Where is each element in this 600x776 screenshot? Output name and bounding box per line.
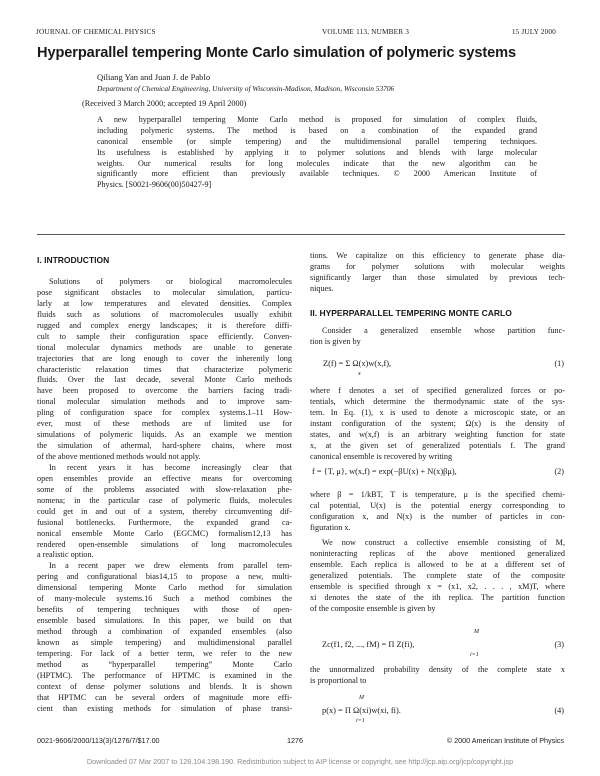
text-line: ensemble based simulations. In this paper, we build on that [37,616,292,626]
text-line: where f denotes a set of specified generalized forces or po- [310,386,565,395]
abstract-line: Physics. [S0021-9606(00)50427-9] [97,180,212,190]
section2-p4 [310,538,565,615]
section2-p1 [310,326,565,348]
equation-4-subscript: i=1 [356,718,365,724]
text-line: In a recent paper we drew elements from parallel tem- [49,561,292,571]
equation-4-top: M [359,695,364,701]
equation-3-subscript: i=1 [470,652,479,658]
text-line: larly at low temperatures and elevated densities. Complex [37,298,292,308]
text-line: ever, most of these methods are of limited use for [37,419,292,429]
text-line: ensemble. Each replica is allowed to be at a different set of [310,559,565,569]
equation-3-number: (3) [554,640,564,649]
received-dates: (Received 3 March 2000; accepted 19 April 2000) [82,99,247,108]
authors: Qiliang Yan and Juan J. de Pablo [97,72,211,82]
text-line: niques. [310,283,334,293]
text-line: a realistic option. [37,550,94,560]
abstract [97,115,537,191]
text-line: is proportional to [310,675,367,685]
equation-1: Z(f) = Σ Ω(x)w(x,f), [323,359,392,368]
text-line: In recent years it has become increasingly clear that [49,462,292,472]
text-line: tem. In Eq. (1), x is used to denote a microscopic state, or an [310,407,565,417]
abstract-line: Its usefulness is established by applying it to polymer solutions and blends with large molecular [97,147,537,157]
equation-4-number: (4) [554,706,564,715]
text-line: of many-molecule systems.16 Such a method combines the [37,594,292,604]
abstract-line: canonical ensemble (or simple tempering) and the multidimensional parallel tempering techniques. [97,136,537,146]
text-line: the simulation of athermal, hard-sphere chains, where most [37,441,292,451]
text-line: fluids. Over the last decade, several Monte Carlo methods [37,375,292,385]
text-line: tentials, which determine the thermodynamic state of the sys- [310,396,565,406]
text-line: of the composite ensemble is given by [310,603,436,613]
text-line: open ensembles provide an effective means for overcoming [37,473,292,483]
intro-continuation [310,251,565,295]
text-line: grams for polymer solutions with molecular weights [310,261,565,271]
text-line: benefits of tempering techniques with those of open- [37,605,292,615]
equation-3: Zc(f1, f2, ..., fM) = Π Z(fi), [322,640,415,649]
running-header-journal: JOURNAL OF CHEMICAL PHYSICS [36,27,156,36]
text-line: cult to sample their configuration space efficiently. Conven- [37,331,292,341]
text-line: characteristic relaxation times that characterize polymeric [37,364,292,374]
text-line: that HPTMC can be several orders of magnitude more effi- [37,692,292,702]
text-line: nomena; in the particular case of polymeric fluids, molecules [37,495,292,505]
equation-3-top: M [474,629,479,635]
paper-title: Hyperparallel tempering Monte Carlo simulation of polymeric systems [37,45,517,61]
text-line: where β = 1/kBT, T is temperature, μ is the specified chemi- [310,490,565,499]
text-line: ensemble is specified through x = (x1, x2, . . . , xM)T, where [310,581,565,591]
text-line: some of the problems associated with slow-relaxation phe- [37,484,292,494]
abstract-line: including polymeric systems. The method is based on a combination of the expanded grand [97,125,537,135]
abstract-line: weights. Our numerical results for long molecules indicate that the new algorithm can be [97,158,537,168]
text-line: xi denotes the state of the ith replica. The partition function [310,592,565,602]
text-line: x, at the given set of generalized potentials f. The grand [310,440,565,450]
text-line: We now construct a collective ensemble consisting of M, [322,538,565,547]
text-line: significantly larger than those simulated by previous tech- [310,272,565,282]
abstract-line: significantly more efficient than previously available techniques. © 2000 American Institute of [97,169,537,179]
equation-2-number: (2) [554,467,564,476]
abstract-divider [37,234,565,235]
equation-1-subscript: x [358,371,361,377]
intro-body [37,277,292,715]
page-number: 1276 [287,736,303,745]
text-line: instant configuration of the system; Ω(x) is the density of [310,418,565,428]
download-notice: Downloaded 07 Mar 2007 to 128.104.198.190. Redistribution subject to AIP license or copyright, see http://jcp.aip.org/jcp/copyright.jsp [86,757,514,766]
equation-4: p(x) = Π Ω(xi)w(xi, fi). [322,706,401,715]
running-header-date: 15 JULY 2000 [511,27,556,36]
text-line: Consider a generalized ensemble whose partition func- [322,326,565,335]
footer-issn: 0021-9606/2000/113(3)/1276/7/$17.00 [37,736,160,745]
text-line: pose significant obstacles to molecular simulation, particu- [37,287,292,297]
equation-1-number: (1) [554,359,564,368]
section2-p3 [310,490,565,534]
equation-2: f = {T, μ}, w(x,f) = exp(−βU(x) + N(x)βμ), [312,467,457,476]
text-line: tion is given by [310,336,361,346]
running-header-volume: VOLUME 113, NUMBER 3 [322,27,410,36]
text-line: nonical ensemble Monte Carlo (EGCMC) formalism12,13 has [37,528,292,538]
text-line: figuration x. [310,522,351,532]
text-line: dimensional tempering Monte Carlo method for simulation [37,583,292,593]
text-line: rendered open-ensemble simulations of long macromolecules [37,539,292,549]
text-line: method through a combination of expanded ensembles (also [37,627,292,636]
text-line: fusional bottlenecks. Furthermore, the expanded grand ca- [37,517,292,527]
text-line: known as simple tempering) and multidimensional parallel [37,637,292,647]
text-line: tional molecular dynamics methods are unable to generate [37,342,292,352]
section-heading-hyperparallel: II. HYPERPARALLEL TEMPERING MONTE CARLO [310,308,512,318]
text-line: states, and w(x,f) is an arbitrary weighting function for state [310,429,565,439]
abstract-line: A new hyperparallel tempering Monte Carlo method is proposed for simulation of complex fluids, [97,115,537,124]
text-line: (HPTMC). The performance of HPTMC is examined in the [37,670,292,680]
text-line: fluids such as solutions of macromolecules usually exhibit [37,309,292,319]
text-line: tional molecular simulation methods and to improve sam- [37,397,292,407]
text-line: Solutions of polymers or biological macromolecules [49,277,292,286]
text-line: context of dense polymer solutions and blends. It is shown [37,681,292,691]
text-line: generalized potentials. The complete state of the composite [310,570,565,580]
section2-p5 [310,665,565,687]
text-line: trajectories that are long enough to cover the inherently long [37,353,292,363]
text-line: could get in and out of a system, thereby circumventing dif- [37,506,292,516]
text-line: configuration x, and N(x) is the number of particles in con- [310,511,565,521]
text-line: tempering. For lack of a better term, we refer to the new [37,648,292,658]
section2-p2 [310,386,565,463]
text-line: pering and configurational bias14,15 to propose a new, multi- [37,572,292,582]
text-line: pling of configuration space for complex systems.1–11 How- [37,408,292,418]
text-line: canonical ensemble is recovered by writing [310,451,453,461]
text-line: noninteracting replicas of the above mentioned generalized [310,548,565,558]
text-line: tions. We capitalize on this efficiency to generate phase dia- [310,251,565,260]
text-line: of the above mentioned methods would not apply. [37,452,201,461]
text-line: the unnormalized probability density of the complete state x [310,665,565,674]
text-line: rugged and complex energy landscapes; it is therefore diffi- [37,320,292,330]
text-line: simulations of polymeric liquids. As an example we mention [37,430,292,440]
section-heading-introduction: I. INTRODUCTION [37,255,110,265]
text-line: cal potential, U(x) is the potential energy corresponding to [310,500,565,510]
text-line: have been proposed to overcome the barriers facing tradi- [37,386,292,396]
text-line: cient than existing methods for simulation of phase transi- [37,703,292,713]
footer-copyright: © 2000 American Institute of Physics [446,736,564,745]
text-line: method as “hyperparallel tempering” Monte Carlo [37,659,292,669]
affiliation: Department of Chemical Engineering, University of Wisconsin-Madison, Madison, Wisconsin 53706 [97,84,395,93]
